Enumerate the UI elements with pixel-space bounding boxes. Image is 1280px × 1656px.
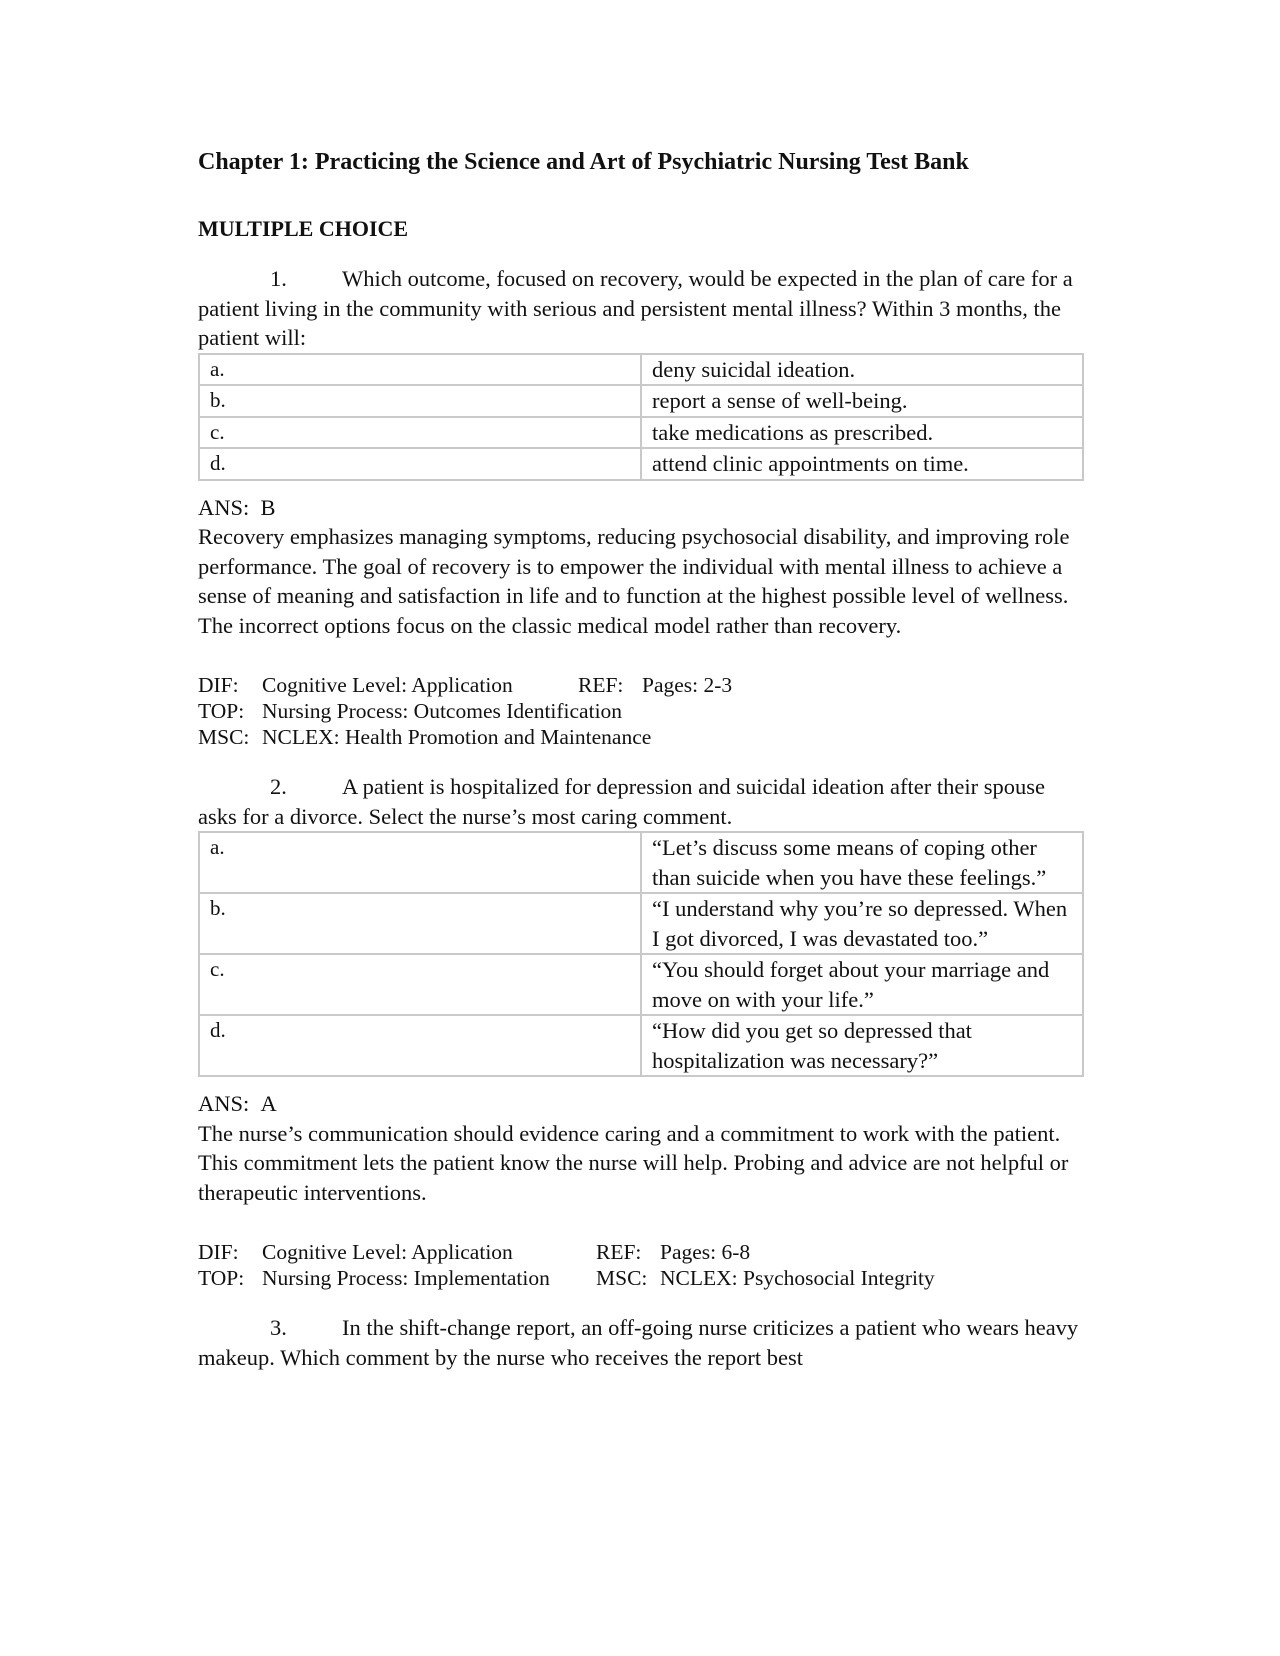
rationale: The nurse’s communication should evidence caring and a commitment to work with the patient. This commitment lets the patient know the nurse will help. Probing and advice are not helpful or therapeutic interventions.	[198, 1120, 1069, 1205]
question-text: Which outcome, focused on recovery, would be expected in the plan of care for a patient living in the community with serious and persistent mental illness? Within 3 months, the patient will:	[198, 266, 1073, 350]
question-2-stem	[198, 772, 1084, 831]
option-letter: c.	[199, 954, 641, 1015]
question-number: 2.	[270, 774, 287, 799]
dif-value: Cognitive Level: Application	[262, 1240, 513, 1264]
option-text: attend clinic appointments on time.	[641, 448, 1083, 480]
option-text: take medications as prescribed.	[641, 417, 1083, 449]
question-1-meta	[198, 672, 1084, 750]
top-label: TOP:	[198, 1266, 245, 1290]
answer-value: B	[260, 494, 276, 520]
option-row	[199, 1015, 1083, 1076]
option-letter: a.	[199, 832, 641, 893]
msc-label: MSC:	[198, 725, 250, 749]
option-letter: b.	[199, 893, 641, 954]
top-value: Nursing Process: Outcomes Identification	[262, 699, 623, 723]
option-row	[199, 448, 1083, 480]
option-letter: c.	[199, 417, 641, 449]
option-text: report a sense of well-being.	[641, 385, 1083, 417]
dif-label: DIF:	[198, 673, 239, 697]
answer-line	[198, 1089, 1084, 1119]
dif-label: DIF:	[198, 1240, 239, 1264]
question-3-stem	[198, 1313, 1084, 1372]
question-2-options	[198, 831, 1084, 1077]
option-letter: b.	[199, 385, 641, 417]
msc-label: MSC:	[596, 1266, 648, 1290]
ref-label: REF:	[596, 1240, 642, 1264]
question-2-meta	[198, 1239, 1084, 1291]
msc-value: NCLEX: Psychosocial Integrity	[660, 1266, 935, 1290]
answer-label: ANS:	[198, 494, 250, 520]
question-number: 3.	[270, 1315, 287, 1340]
option-letter: d.	[199, 1015, 641, 1076]
answer-value: A	[260, 1091, 277, 1116]
dif-value: Cognitive Level: Application	[262, 673, 513, 697]
question-number: 1.	[270, 266, 287, 291]
top-value: Nursing Process: Implementation	[262, 1266, 550, 1290]
option-text: “I understand why you’re so depressed. When I got divorced, I was devastated too.”	[641, 893, 1083, 954]
top-label: TOP:	[198, 699, 245, 723]
option-row	[199, 354, 1083, 386]
option-text: deny suicidal ideation.	[641, 354, 1083, 386]
document-page	[198, 140, 1084, 1372]
question-text: A patient is hospitalized for depression and suicidal ideation after their spouse asks for a divorce. Select the nurse’s most caring comment.	[198, 774, 1045, 829]
answer-line	[198, 493, 1084, 523]
question-1-options	[198, 353, 1084, 481]
page-title: Chapter 1: Practicing the Science and Art of Psychiatric Nursing Test Bank	[198, 149, 969, 175]
option-text: “You should forget about your marriage and move on with your life.”	[641, 954, 1083, 1015]
section-heading: MULTIPLE CHOICE	[198, 216, 409, 241]
option-letter: d.	[199, 448, 641, 480]
answer-label: ANS:	[198, 1091, 250, 1116]
rationale: Recovery emphasizes managing symptoms, reducing psychosocial disability, and improving role performance. The goal of recovery is to empower the individual with mental illness to achieve a sense of meaning and satisfaction in life and to function at the highest possible level of wellness. The incorrect options focus on the classic medical model rather than recovery.	[198, 524, 1070, 638]
option-row	[199, 417, 1083, 449]
option-text: “How did you get so depressed that hospitalization was necessary?”	[641, 1015, 1083, 1076]
ref-value: Pages: 6-8	[660, 1240, 751, 1264]
option-row	[199, 893, 1083, 954]
question-1-stem	[198, 264, 1084, 353]
ref-value: Pages: 2-3	[642, 673, 733, 697]
option-row	[199, 954, 1083, 1015]
ref-label: REF:	[578, 673, 624, 697]
question-text: In the shift-change report, an off-going nurse criticizes a patient who wears heavy makeup. Which comment by the nurse who receives the report best	[198, 1315, 1079, 1370]
option-row	[199, 832, 1083, 893]
option-letter: a.	[199, 354, 641, 386]
option-text: “Let’s discuss some means of coping other than suicide when you have these feelings.”	[641, 832, 1083, 893]
option-row	[199, 385, 1083, 417]
msc-value: NCLEX: Health Promotion and Maintenance	[262, 725, 652, 749]
